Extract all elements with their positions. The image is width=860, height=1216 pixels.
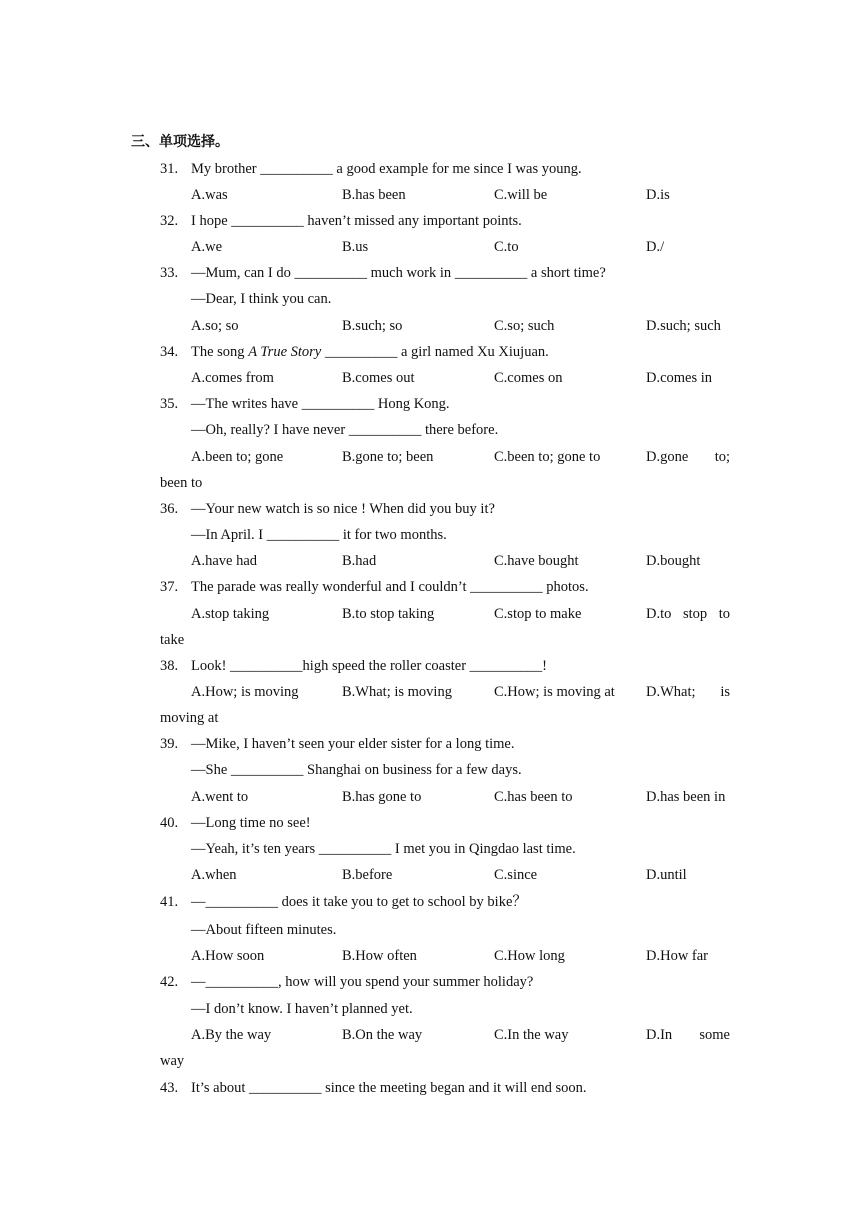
option-d-continuation: moving at bbox=[160, 710, 219, 726]
question-number: 32. bbox=[160, 213, 179, 229]
option-d[interactable] bbox=[646, 604, 730, 624]
option-b[interactable]: B.How often bbox=[342, 948, 417, 964]
option-c[interactable]: C.so; such bbox=[494, 318, 555, 334]
option-d-word: stop bbox=[682, 606, 708, 622]
option-d[interactable]: D.bought bbox=[646, 553, 701, 569]
song-title: A True Story bbox=[248, 344, 322, 360]
question-stem: —Long time no see! bbox=[191, 815, 311, 831]
option-d-word: D.gone bbox=[646, 449, 689, 465]
option-d[interactable]: D.until bbox=[646, 867, 687, 883]
option-d[interactable]: D.such; such bbox=[646, 318, 721, 334]
question-stem: —__________ does it take you to get to school by bike？ bbox=[191, 894, 527, 910]
option-b[interactable]: B.to stop taking bbox=[342, 606, 435, 622]
question-stem: —The writes have __________ Hong Kong. bbox=[191, 396, 450, 412]
option-d[interactable] bbox=[646, 447, 730, 467]
option-b[interactable]: B.What; is moving bbox=[342, 684, 452, 700]
option-a[interactable]: A.have had bbox=[191, 553, 258, 569]
question-stem: I hope __________ haven’t missed any important points. bbox=[191, 213, 522, 229]
option-b[interactable]: B.before bbox=[342, 867, 393, 883]
question-stem-line: —In April. I __________ it for two months. bbox=[191, 527, 447, 543]
option-c[interactable]: C.been to; gone to bbox=[494, 449, 601, 465]
option-b[interactable]: B.us bbox=[342, 239, 369, 255]
question-stem-line: —Dear, I think you can. bbox=[191, 291, 332, 307]
question-number: 34. bbox=[160, 344, 179, 360]
option-d[interactable]: D.has been in bbox=[646, 789, 726, 805]
option-c[interactable]: C.In the way bbox=[494, 1027, 569, 1043]
option-d-continuation: way bbox=[160, 1053, 185, 1069]
question-number: 35. bbox=[160, 396, 179, 412]
option-b[interactable]: B.such; so bbox=[342, 318, 403, 334]
option-d-word: is bbox=[720, 684, 730, 700]
option-d-word: to; bbox=[714, 449, 730, 465]
option-c[interactable]: C.will be bbox=[494, 187, 548, 203]
option-c[interactable]: C.since bbox=[494, 867, 538, 883]
option-d[interactable] bbox=[646, 1025, 730, 1045]
question-number: 43. bbox=[160, 1080, 179, 1096]
option-d[interactable]: D.is bbox=[646, 187, 670, 203]
question-stem: —__________, how will you spend your summer holiday? bbox=[191, 974, 534, 990]
option-b[interactable]: B.comes out bbox=[342, 370, 415, 386]
option-a[interactable]: A.when bbox=[191, 867, 237, 883]
option-b[interactable]: B.gone to; been bbox=[342, 449, 434, 465]
option-d[interactable]: D.comes in bbox=[646, 370, 713, 386]
option-d[interactable]: D.How far bbox=[646, 948, 709, 964]
option-c[interactable]: C.to bbox=[494, 239, 519, 255]
option-d-word: to bbox=[718, 606, 730, 622]
option-a[interactable]: A.How soon bbox=[191, 948, 265, 964]
option-d-word: some bbox=[699, 1027, 730, 1043]
question-number: 31. bbox=[160, 161, 179, 177]
question-stem: It’s about __________ since the meeting began and it will end soon. bbox=[191, 1080, 587, 1096]
option-d-word: D.In bbox=[646, 1027, 673, 1043]
stem-text: The song bbox=[191, 344, 249, 360]
question-stem-line: —About fifteen minutes. bbox=[191, 922, 337, 938]
section-title: 三、单项选择。 bbox=[131, 134, 229, 150]
option-b[interactable]: B.had bbox=[342, 553, 377, 569]
question-number: 36. bbox=[160, 501, 179, 517]
question-number: 40. bbox=[160, 815, 179, 831]
stem-text: __________ a girl named Xu Xiujuan. bbox=[321, 344, 549, 360]
question-number: 33. bbox=[160, 265, 179, 281]
option-d[interactable] bbox=[646, 682, 730, 702]
option-a[interactable]: A.How; is moving bbox=[191, 684, 299, 700]
option-a[interactable]: A.been to; gone bbox=[191, 449, 284, 465]
option-a[interactable]: A.so; so bbox=[191, 318, 239, 334]
question-stem: —Mike, I haven’t seen your elder sister for a long time. bbox=[191, 736, 515, 752]
question-stem: —Your new watch is so nice ! When did you buy it? bbox=[191, 501, 495, 517]
question-number: 41. bbox=[160, 894, 179, 910]
option-d-continuation: take bbox=[160, 632, 185, 648]
option-c[interactable]: C.comes on bbox=[494, 370, 563, 386]
option-a[interactable]: A.went to bbox=[191, 789, 249, 805]
question-stem: Look! __________high speed the roller coaster __________! bbox=[191, 658, 547, 674]
question-number: 37. bbox=[160, 579, 179, 595]
question-stem-line: —Yeah, it’s ten years __________ I met you in Qingdao last time. bbox=[191, 841, 576, 857]
question-stem-line: —I don’t know. I haven’t planned yet. bbox=[191, 1001, 413, 1017]
question-stem: The parade was really wonderful and I couldn’t __________ photos. bbox=[191, 579, 589, 595]
option-a[interactable]: A.we bbox=[191, 239, 223, 255]
option-a[interactable]: A.stop taking bbox=[191, 606, 270, 622]
option-b[interactable]: B.has gone to bbox=[342, 789, 422, 805]
question-number: 38. bbox=[160, 658, 179, 674]
question-stem: My brother __________ a good example for me since I was young. bbox=[191, 161, 582, 177]
option-a[interactable]: A.was bbox=[191, 187, 228, 203]
question-stem bbox=[191, 342, 549, 362]
option-d-continuation: been to bbox=[160, 475, 203, 491]
question-stem-line: —Oh, really? I have never __________ there before. bbox=[191, 422, 499, 438]
option-b[interactable]: B.has been bbox=[342, 187, 406, 203]
question-number: 39. bbox=[160, 736, 179, 752]
option-d-word: D.to bbox=[646, 606, 672, 622]
option-d[interactable]: D./ bbox=[646, 239, 665, 255]
question-stem: —Mum, can I do __________ much work in __________ a short time? bbox=[191, 265, 606, 281]
question-stem-line: —She __________ Shanghai on business for a few days. bbox=[191, 762, 522, 778]
option-a[interactable]: A.By the way bbox=[191, 1027, 272, 1043]
option-d-word: D.What; bbox=[646, 684, 696, 700]
option-c[interactable]: C.How long bbox=[494, 948, 565, 964]
option-c[interactable]: C.has been to bbox=[494, 789, 573, 805]
question-number: 42. bbox=[160, 974, 179, 990]
option-c[interactable]: C.How; is moving at bbox=[494, 684, 615, 700]
option-c[interactable]: C.have bought bbox=[494, 553, 579, 569]
option-c[interactable]: C.stop to make bbox=[494, 606, 582, 622]
option-b[interactable]: B.On the way bbox=[342, 1027, 423, 1043]
option-a[interactable]: A.comes from bbox=[191, 370, 274, 386]
